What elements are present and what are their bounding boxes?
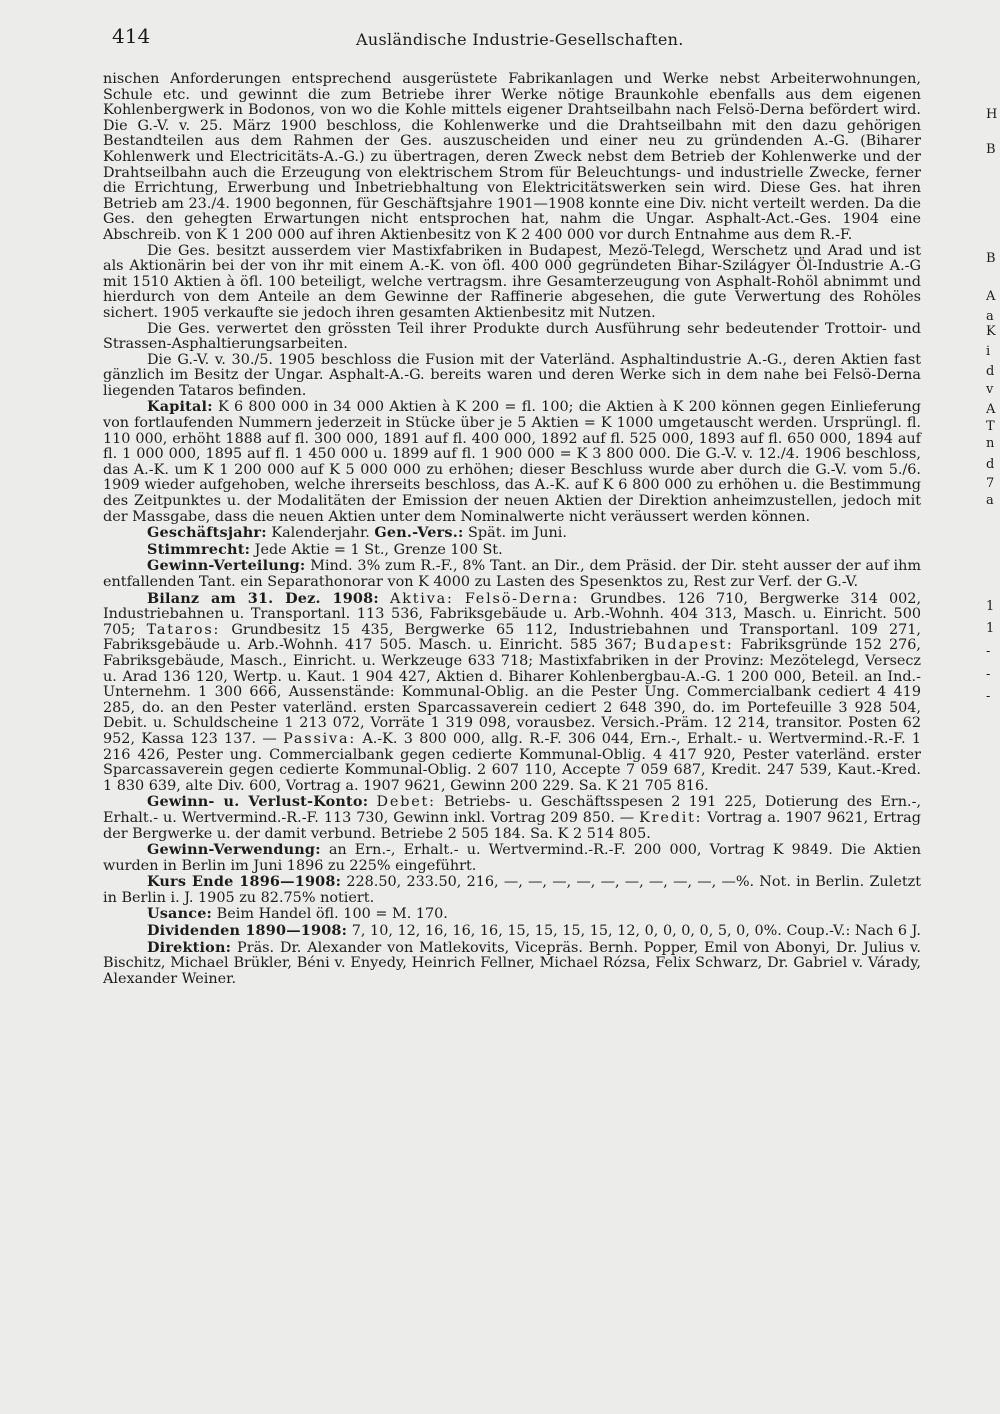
margin-fragment: - [986, 689, 991, 704]
kapital-text: K 6 800 000 in 34 000 Aktien à K 200 = fl. 100; die Aktien à K 200 können gegen Einlieferung von fortlaufenden Nummern jederzeit in Stücke über je 5 Aktien = K 1000 umgetauscht werden. Ursprüngl. fl. 110 000, erhöht 1888 auf fl. 300 000, 1891 auf fl. 400 000, 1892 auf fl. 525 000, 1893 auf fl. 650 000, 1894 auf fl. 1 000 000, 1895 auf fl. 1 450 000 u. 1899 auf fl. 1 900 000 = K 3 800 000. Die G.-V. v. 12./4. 1906 beschloss, das A.-K. um K 1 200 000 auf K 5 000 000 zu erhöhen; dieser Beschluss wurde aber durch die G.-V. vom 5./6. 1909 wieder aufgehoben, welche ihrerseits beschloss, das A.-K. auf K 6 800 000 zu erhöhen u. die Bestimmung des Zeitpunktes u. der Modalitäten der Emission der neuen Aktien der Direktion anheimzustellen, jedoch mit der Massgabe, dass die neuen Aktien unter dem Nominalwerte nicht veräussert werden können. [103, 399, 921, 525]
bilanz-text-1: Grundbes. 126 710, Bergwerke 314 002, Industriebahnen u. Transportanl. 113 536, Fabriksgebäude u. Arb.-Wohnh. 404 313, Masch. u. Einricht. 500 705; [103, 590, 922, 638]
gewinn-verteilung-text: Mind. 3% zum R.-F., 8% Tant. an Dir., dem Präsid. der Dir. steht ausser der auf ihm entfallenden Tant. ein Separathonorar von K 4000 zu Lasten des Spesenktos zu, Rest zur Verf. der G.-V. [103, 558, 922, 590]
geschaeftsjahr-text: Kalenderjahr. [271, 525, 370, 542]
budapest-label: Budapest: [643, 637, 734, 654]
page-header [0, 22, 1000, 52]
gewinn-verwendung-label: Gewinn-Verwendung: [147, 841, 321, 859]
margin-fragment: K [986, 324, 996, 339]
paragraph-mastix-factories: Die Ges. besitzt ausserdem vier Mastixfabriken in Budapest, Mezö-Telegd, Werschetz und Arad und ist als Aktionärin bei der von ihr mit einem A.-K. von öfl. 400 000 gegründeten Bihar-Szilágyer Öl-Industrie A.-G mit 1510 Aktien à öfl. 100 beteiligt, welche vertragsm. ihre Gesamterzeugung von Asphalt-Rohöl abnimmt und hierdurch von dem Anteile an dem Gewinne der Raffinerie abgesehen, die gute Verwertung des Rohöles sichert. 1905 verkaufte sie jedoch ihren gesamten Aktienbesitz mit Nutzen. [103, 242, 921, 321]
bilanz-text-4: A.-K. 3 800 000, allg. R.-F. 306 044, Ern.-, Erhalt.- u. Wertvermind.-R.-F. 1 216 426, Pester ung. Commercialbank gegen cedierte Kommunal-Oblig. 4 417 920, Pester vaterländ. erster Sparcassaverein gegen cedierte Kommunal-Oblig. 2 607 110, Accepte 7 059 687, Kredit. 247 539, Kaut.-Kred. 1 830 639, alte Div. 600, Vortrag a. 1907 9621, Gewinn 200 229. Sa. K 21 705 816. [103, 730, 922, 794]
direktion-label: Direktion: [147, 938, 232, 956]
gewinn-verlust-text-1: Betriebs- u. Geschäftsspesen 2 191 225, Dotierung des Ern.-, Erhalt.- u. Wertvermind.-R.-F. 113 730, Gewinn inkl. Vortrag 209 850. — [103, 794, 922, 826]
margin-fragment: v [986, 382, 994, 397]
stimmrecht-label: Stimmrecht: [147, 540, 251, 558]
gen-vers-label: Gen.-Vers.: [374, 524, 464, 542]
margin-fragment: a [986, 309, 994, 324]
section-dividenden [103, 923, 921, 940]
gewinn-verlust-text-2: Vortrag a. 1907 9621, Ertrag der Bergwerke u. der damit verbund. Betriebe 2 505 184. Sa. K 2 514 805. [103, 809, 921, 842]
passiva-label: Passiva: [283, 730, 357, 747]
margin-fragment: H [986, 107, 998, 122]
gewinn-verwendung-text: an Ern.-, Erhalt.- u. Wertvermind.-R.-F. 200 000, Vortrag K 9849. Die Aktien wurden in Berlin im Juni 1896 zu 225% eingeführt. [103, 842, 922, 874]
margin-fragment: 7 [986, 476, 995, 491]
felso-derna-label: Felsö-Derna: [464, 590, 580, 607]
section-kurs [103, 874, 921, 906]
kapital-label: Kapital: [147, 398, 213, 416]
margin-fragment: 1 [986, 599, 995, 614]
usance-label: Usance: [147, 905, 213, 923]
margin-fragment: - [986, 667, 991, 682]
tataros-label: Tataros: [146, 621, 221, 638]
kurs-text: 228.50, 233.50, 216, —, —, —, —, —, —, —, —, —, —%. Not. in Berlin. Zuletzt in Berlin i. J. 1905 zu 82.75% notiert. [103, 874, 921, 906]
direktion-text: Präs. Dr. Alexander von Matlekovits, Vicepräs. Bernh. Popper, Emil von Abonyi, Dr. Julius v. Bischitz, Michael Brükler, Béni v. Enyedy, Heinrich Fellner, Michael Rózsa, Felix Schwarz, Dr. Gabriel v. Várady, Alexander Weiner. [103, 939, 921, 987]
margin-fragment: B [986, 142, 996, 157]
gewinn-verlust-label: Gewinn- u. Verlust-Konto: [147, 793, 369, 811]
usance-text: Beim Handel öfl. 100 = M. 170. [216, 906, 448, 923]
aktiva-label: Aktiva: [390, 590, 454, 607]
geschaeftsjahr-label: Geschäftsjahr: [147, 524, 267, 542]
section-stimmrecht [103, 542, 921, 559]
section-usance [103, 906, 921, 923]
gen-vers-text: Spät. im Juni. [468, 525, 567, 542]
section-geschaeftsjahr [103, 525, 921, 542]
debet-label: Debet: [376, 794, 436, 811]
margin-fragment: 1 [986, 621, 995, 636]
section-kapital [103, 399, 921, 525]
margin-fragment: n [986, 436, 995, 451]
margin-fragment: A [986, 289, 996, 304]
dividenden-label: Dividenden 1890—1908: [147, 922, 348, 940]
running-title: Ausländische Industrie-Gesellschaften. [356, 30, 684, 49]
paragraph-company-history: nischen Anforderungen entsprechend ausgerüstete Fabrikanlagen und Werke nebst Arbeiterwohnungen, Schule etc. und gewinnt die zum Betriebe ihrer Werke nötige Braunkohle ebenfalls aus dem eigenen Kohlenbergwerk in Bodonos, von wo die Kohle mittels eigener Drahtseilbahn nach Felsö-Derna befördert wird. Die G.-V. v. 25. März 1900 beschloss, die Kohlenwerke und die Drahtseilbahn mit den dazu gehörigen Bestandteilen aus dem Rahmen der Ges. auszuscheiden und einer neu zu gründenden A.-G. (Biharer Kohlenwerk und Electricitäts-A.-G.) zu übertragen, deren Zweck nebst dem Betrieb der Kohlenwerke und der Drahtseilbahn auch die Erzeugung von elektrischem Strom für Beleuchtungs- und industrielle Zwecke, ferner die Errichtung, Erwerbung und Inbetriebhaltung von Elektricitätswerken sein wird. Diese Ges. hat ihren Betrieb am 23./4. 1900 begonnen, für Geschäftsjahre 1901—1908 konnte eine Div. nicht verteilt werden. Da die Ges. den gehegten Erwartungen nicht entsprochen hat, nahm die Ungar. Asphalt-Act.-Ges. 1904 eine Abschreib. von K 1 200 000 auf ihren Aktienbesitz von K 2 400 000 vor durch Entnahme aus dem R.-F. [103, 71, 921, 243]
kredit-label: Kredit: [639, 809, 703, 826]
section-gewinn-verteilung [103, 558, 921, 590]
paragraph-fusion: Die G.-V. v. 30./5. 1905 beschloss die Fusion mit der Vaterländ. Asphaltindustrie A.-G., deren Aktien fast gänzlich im Besitz der Ungar. Asphalt-A.-G. bereits waren und deren Werke sich in dem nahe bei Felsö-Derna liegenden Tataros befinden. [103, 351, 921, 399]
margin-fragment: i [986, 344, 991, 359]
bilanz-text-2: Grundbesitz 15 435, Bergwerke 65 112, Industriebahnen und Transportanl. 109 271, Fabriksgebäude u. Arb.-Wohnh. 417 505. Masch. u. Einricht. 585 367; [103, 621, 921, 654]
gewinn-verteilung-label: Gewinn-Verteilung: [147, 557, 306, 575]
main-text [103, 72, 921, 987]
page-number: 414 [112, 24, 151, 48]
paragraph-products: Die Ges. verwertet den grössten Teil ihrer Produkte durch Ausführung sehr bedeutender Trottoir- und Strassen-Asphaltierungsarbeiten. [103, 320, 921, 353]
margin-fragment: d [986, 364, 995, 379]
margin-fragment: T [986, 419, 995, 434]
kurs-label: Kurs Ende 1896—1908: [147, 873, 342, 891]
section-bilanz [103, 591, 921, 795]
margin-fragment: A [986, 402, 996, 417]
bilanz-label: Bilanz am 31. Dez. 1908: [147, 589, 379, 607]
bilanz-text-3: Fabriksgründe 152 276, Fabriksgebäude, Masch., Einricht. u. Werkzeuge 633 718; Mastixfabriken in der Provinz: Mezötelegd, Versecz u. Arad 136 120, Wertp. u. Kaut. 1 904 427, Aktien d. Biharer Kohlenbergbau-A.-G. 1 200 000, Beteil. an Ind.-Unternehm. 1 300 666, Aussenstände: Kommunal-Oblig. an die Pester Ung. Commercialbank cediert 4 419 285, do. an den Pester vaterländ. ersten Sparcassaverein cediert 2 648 390, do. im Portefeuille 3 928 504, Debit. u. Schuldscheine 1 213 072, Vorräte 1 319 098, vorausbez. Versich.-Präm. 12 214, transitor. Posten 62 952, Kassa 123 137. — [103, 637, 922, 747]
margin-fragment: - [986, 644, 991, 659]
section-direktion [103, 940, 921, 988]
adjacent-page-margin [982, 0, 1000, 1414]
margin-fragment: B [986, 251, 996, 266]
section-gewinn-verlust [103, 794, 921, 842]
stimmrecht-text: Jede Aktie = 1 St., Grenze 100 St. [254, 541, 503, 558]
section-gewinn-verwendung [103, 842, 921, 874]
margin-fragment: a [986, 493, 994, 508]
dividenden-text: 7, 10, 12, 16, 16, 16, 15, 15, 15, 15, 12, 0, 0, 0, 0, 5, 0, 0%. Coup.-V.: Nach 6 J. [351, 923, 921, 940]
margin-fragment: d [986, 457, 995, 472]
